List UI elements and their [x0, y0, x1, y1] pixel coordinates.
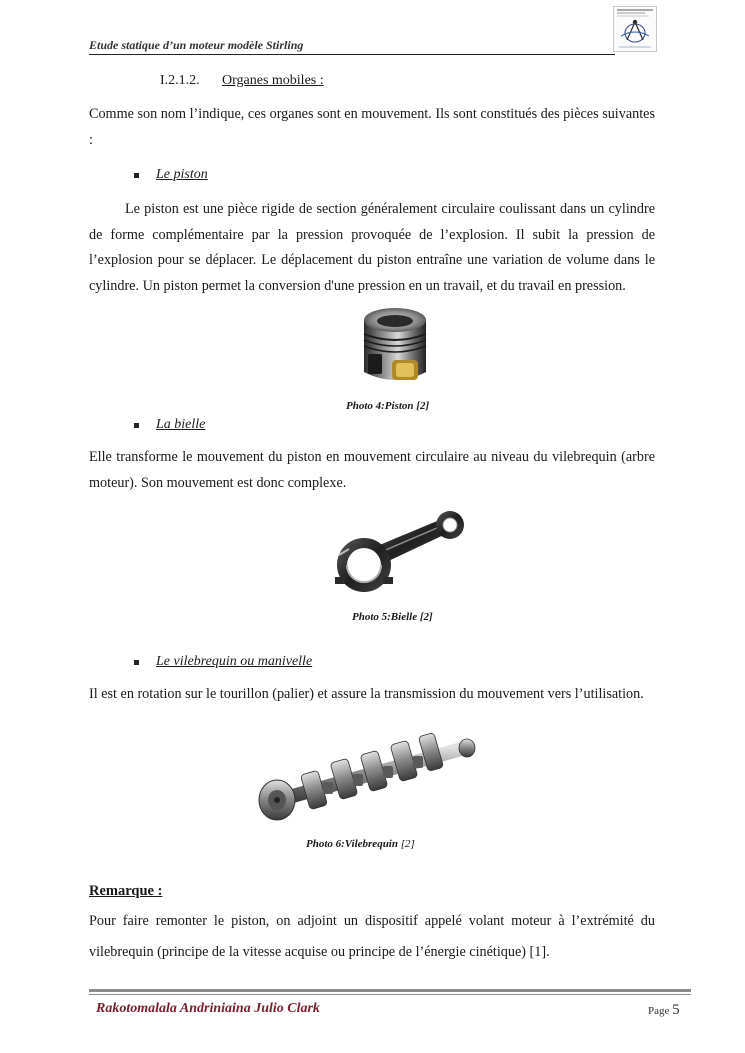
bullet-icon	[134, 173, 139, 178]
piston-photo	[356, 302, 434, 390]
header-title: Etude statique d’un moteur modèle Stirling	[89, 38, 304, 52]
bielle-caption: Photo 5:Bielle [2]	[352, 611, 433, 623]
vilebrequin-label: Le vilebrequin ou manivelle	[156, 654, 313, 669]
intro-paragraph: Comme son nom l’indique, ces organes sont en mouvement. Ils sont constitués des pièces suivantes :	[89, 106, 655, 148]
footer-rule	[89, 989, 691, 992]
bielle-paragraph: Elle transforme le mouvement du piston en mouvement circulaire au niveau du vilebrequin (arbre moteur). Son mouvement est donc complexe.	[89, 449, 655, 491]
bullet-icon	[134, 660, 139, 665]
remark-title: Remarque :	[89, 883, 163, 899]
bullet-icon	[134, 423, 139, 428]
page-number-value: 5	[672, 1002, 680, 1018]
bielle-label: La bielle	[156, 417, 206, 432]
vilebrequin-paragraph: Il est en rotation sur le tourillon (palier) et assure la transmission du mouvement vers l’utilisation.	[89, 686, 644, 702]
vilebrequin-caption	[306, 838, 415, 850]
vilebrequin-caption-ref: [2]	[400, 838, 415, 850]
vilebrequin-caption-text: Photo 6:Vilebrequin	[306, 838, 398, 850]
page-number	[648, 1002, 680, 1019]
section-title: Organes mobiles :	[222, 73, 324, 88]
piston-caption: Photo 4:Piston [2]	[346, 400, 430, 412]
university-logo	[613, 6, 657, 52]
section-number: I.2.1.2.	[160, 73, 200, 88]
header-rule	[89, 54, 615, 55]
bielle-photo	[330, 505, 470, 595]
page-label: Page	[648, 1005, 670, 1017]
vilebrequin-photo	[253, 728, 483, 824]
footer-author: Rakotomalala Andriniaina Julio Clark	[96, 1001, 320, 1016]
footer-rule-thin	[89, 994, 691, 995]
piston-paragraph: Le piston est une pièce rigide de section généralement circulaire coulissant dans un cylindre de forme complémentaire par la pression provoquée de l’explosion. Il subit la pression de l’explosion pour se déplacer. Le déplacement du piston entraîne une variation de volume dans le cylindre. Un piston permet la conversion d'une pression en un travail, et du travail en pression.	[89, 201, 655, 294]
remark-paragraph: Pour faire remonter le piston, on adjoint un dispositif appelé volant moteur à l’extrémité du vilebrequin (principe de la vitesse acquise ou principe de l’énergie cinétique) [1].	[89, 913, 655, 960]
piston-label: Le piston	[156, 167, 208, 182]
